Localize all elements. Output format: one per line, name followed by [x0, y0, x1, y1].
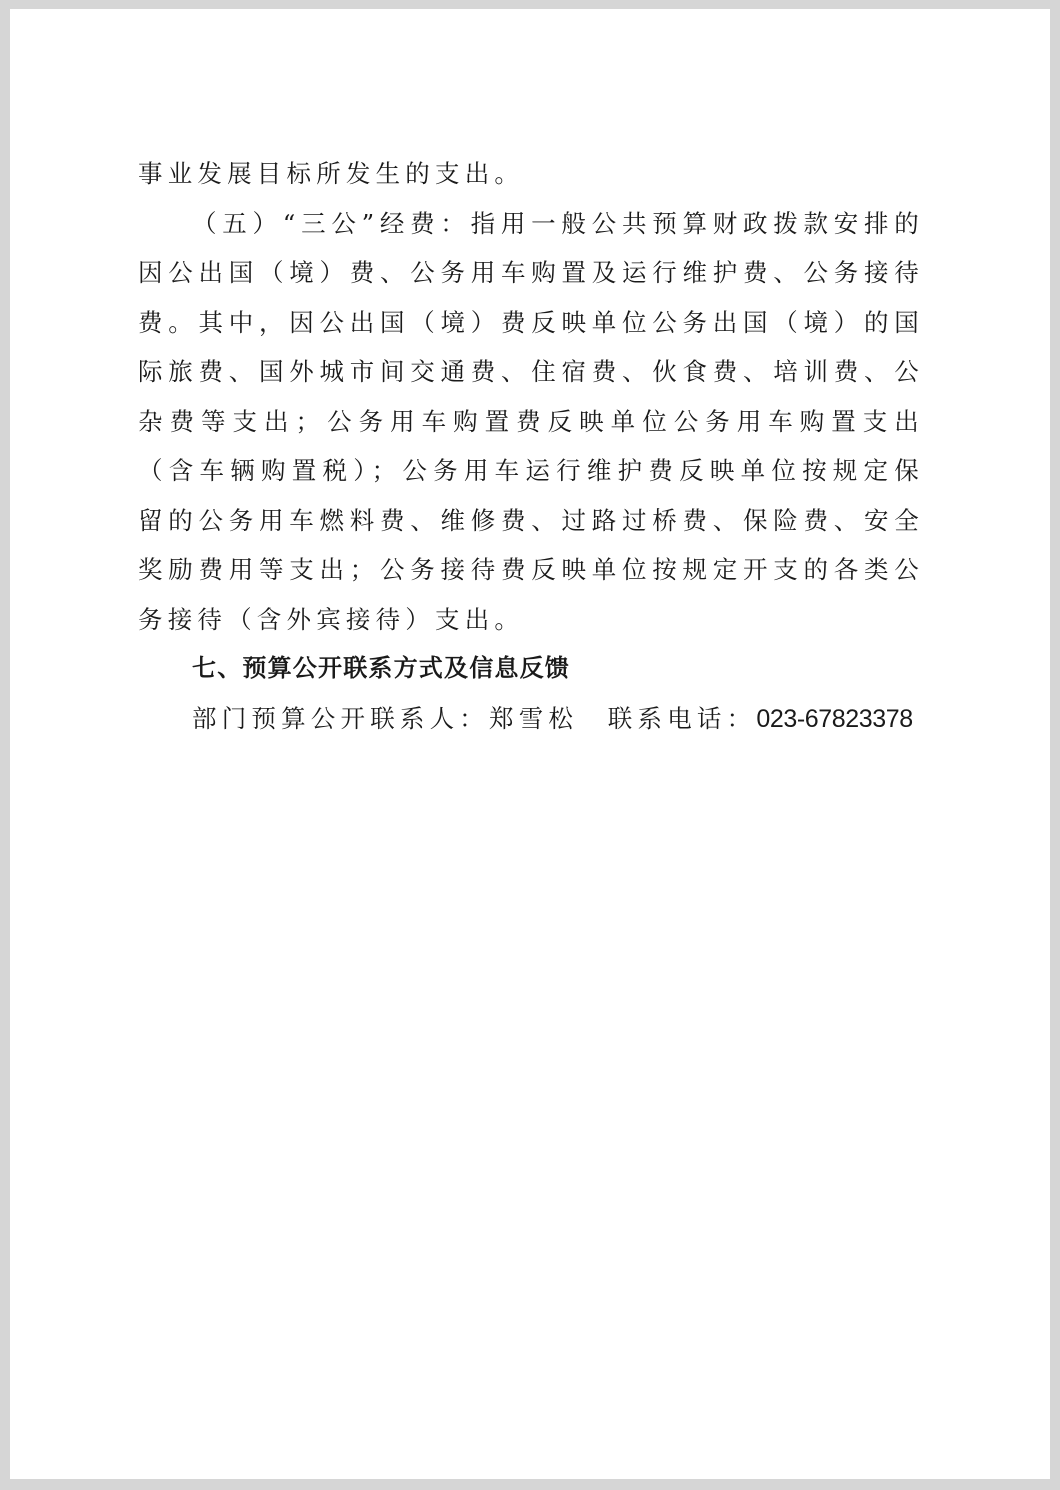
section-heading-contact: 七、预算公开联系方式及信息反馈	[192, 654, 570, 682]
paragraph-three-public-expenses: （五）“三公”经费：指用一般公共预算财政拨款安排的因公出国（境）费、公务用车购置及运行维护费、公务接待费。其中，因公出国（境）费反映单位公务出国（境）的国际旅费、国外城市间交通费、住宿费、伙食费、培训费、公杂费等支出；公务用车购置费反映单位公务用车购置支出（含车辆购置税）；公务用车运行维护费反映单位按规定保留的公务用车燃料费、维修费、过路过桥费、保险费、安全奖励费用等支出；公务接待费反映单位按规定开支的各类公务接待（含外宾接待）支出。	[138, 208, 924, 634]
document-page	[10, 9, 1050, 1479]
paragraph-continuation: 事业发展目标所发生的支出。	[138, 159, 525, 188]
document-body	[138, 149, 924, 744]
contact-line	[138, 694, 924, 745]
contact-label: 部门预算公开联系人：郑雪松 联系电话：	[192, 703, 757, 733]
contact-phone: 023-67823378	[756, 704, 913, 733]
